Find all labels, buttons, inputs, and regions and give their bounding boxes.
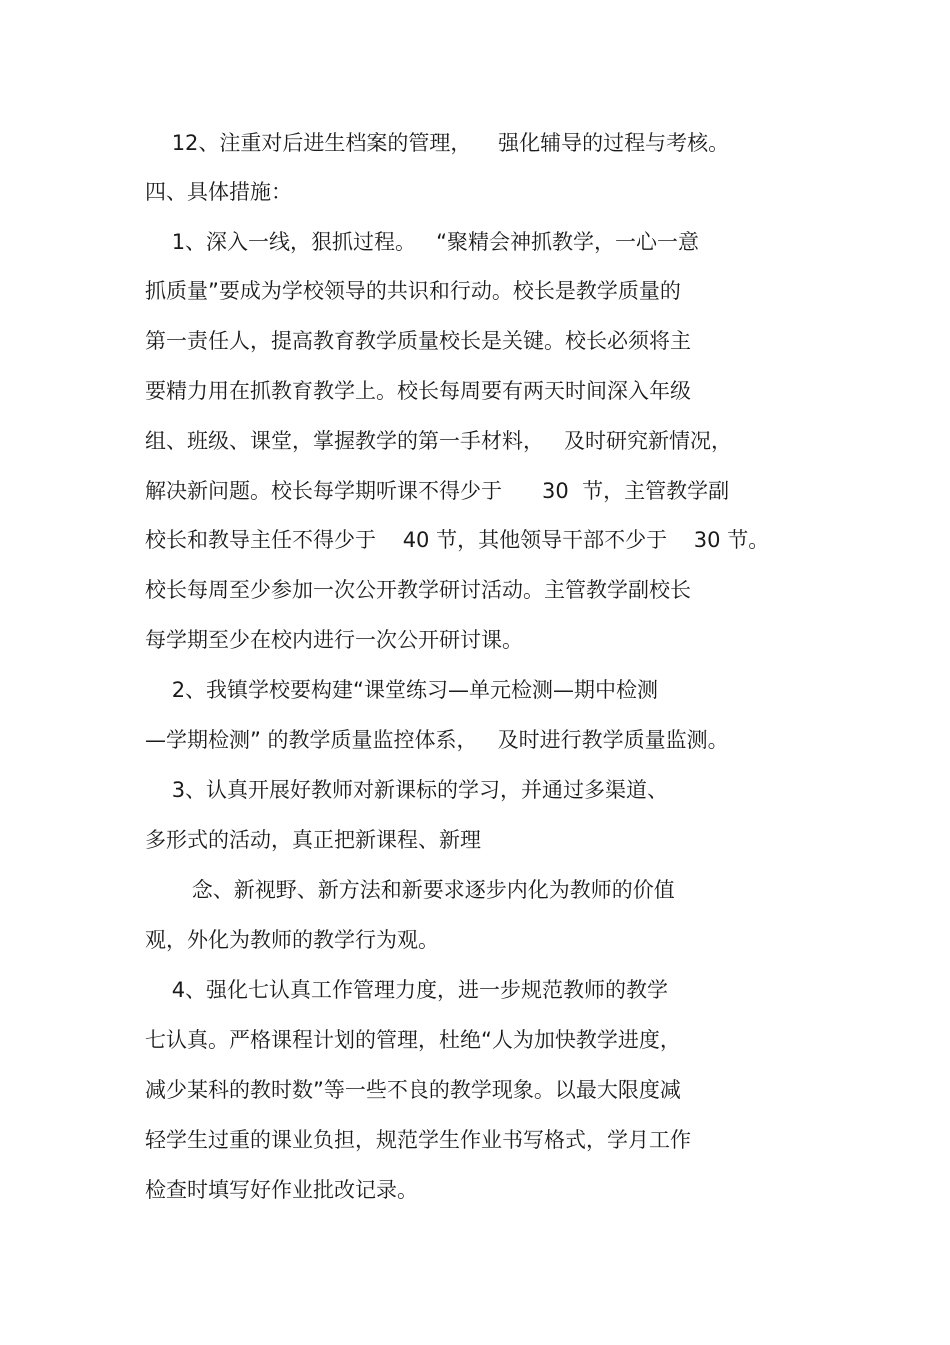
text-line: 3、认真开展好教师对新课标的学习，并通过多渠道、 (145, 778, 669, 802)
text-line: 1、深入一线，狠抓过程。 “聚精会神抓教学，一心一意 (145, 230, 699, 254)
text-line: 2、我镇学校要构建“课堂练习—单元检测—期中检测 (145, 678, 658, 702)
text-line: 第一责任人，提高教育教学质量校长是关键。校长必须将主 (145, 329, 691, 353)
text-line: 七认真。严格课程计划的管理，杜绝“人为加快教学进度， (145, 1028, 681, 1052)
text-line: 减少某科的教时数”等一些不良的教学现象。以最大限度减 (145, 1078, 681, 1102)
text-line: 校长每周至少参加一次公开教学研讨活动。主管教学副校长 (145, 578, 691, 602)
text-line: —学期检测” 的教学质量监控体系， 及时进行教学质量监测。 (145, 728, 729, 752)
text-line: 12、注重对后进生档案的管理， 强化辅导的过程与考核。 (145, 131, 730, 155)
text-line: 抓质量”要成为学校领导的共识和行动。校长是教学质量的 (145, 279, 681, 303)
text-line: 观，外化为教师的教学行为观。 (145, 928, 439, 952)
text-line: 组、班级、课堂，掌握教学的第一手材料， 及时研究新情况， (145, 429, 733, 453)
text-line: 轻学生过重的课业负担，规范学生作业书写格式，学月工作 (145, 1128, 691, 1152)
text-line: 检查时填写好作业批改记录。 (145, 1178, 418, 1202)
section-heading: 四、具体措施： (145, 180, 292, 204)
text-line: 解决新问题。校长每学期听课不得少于 30 节，主管教学副 (145, 479, 730, 503)
text-line: 多形式的活动，真正把新课程、新理 (145, 828, 481, 852)
text-line: 念、新视野、新方法和新要求逐步内化为教师的价值 (145, 878, 675, 902)
text-line: 4、强化七认真工作管理力度，进一步规范教师的教学 (145, 978, 669, 1002)
text-line: 要精力用在抓教育教学上。校长每周要有两天时间深入年级 (145, 379, 691, 403)
text-line: 校长和教导主任不得少于 40 节，其他领导干部不少于 30 节。 (145, 528, 770, 552)
text-line: 每学期至少在校内进行一次公开研讨课。 (145, 628, 523, 652)
